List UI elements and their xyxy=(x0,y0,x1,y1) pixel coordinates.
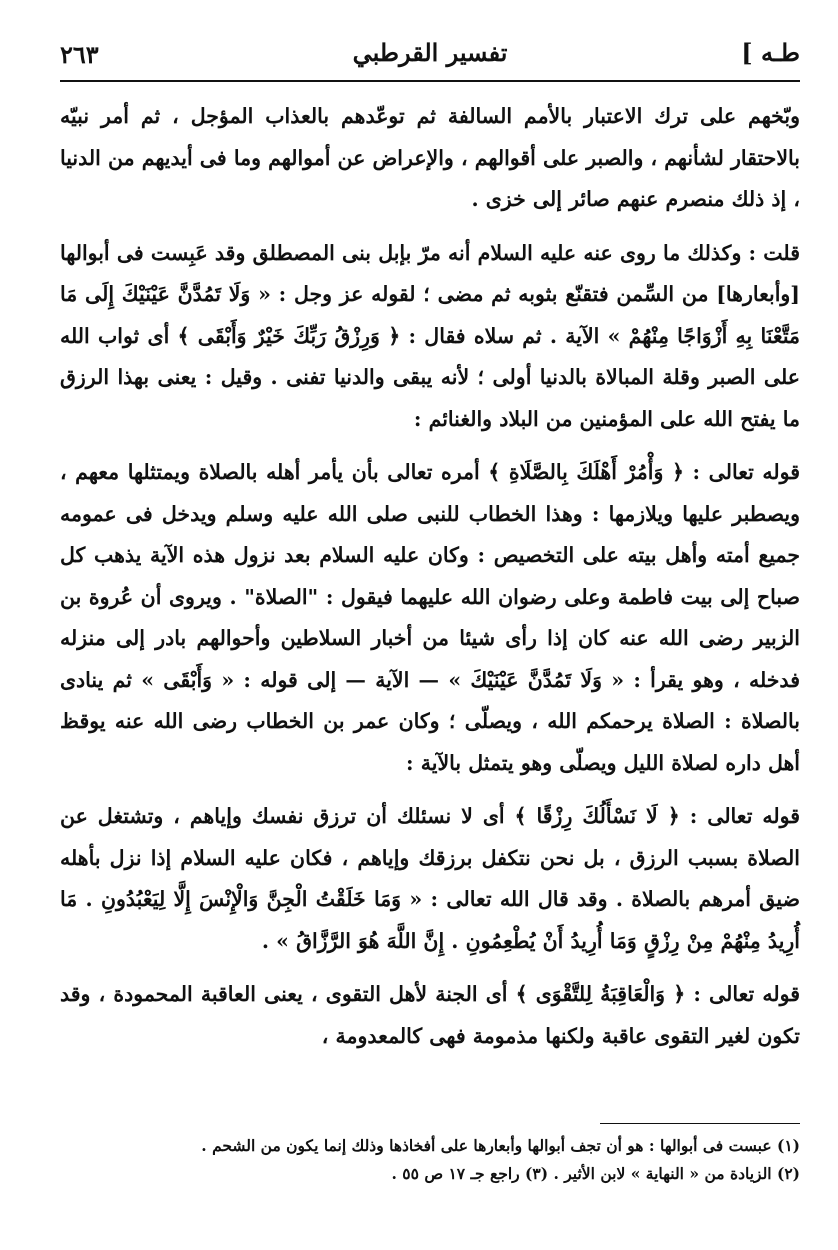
footnote: (١) عبست فى أبوالها : هو أن تجف أبوالها وأبعارها على أفخاذها وذلك إنما يكون من الشحم . xyxy=(201,1136,800,1155)
paragraph: قوله تعالى : ﴿ لَا نَسْأَلُكَ رِزْقًا ﴾ أى لا نسئلك أن ترزق نفسك وإياهم ، وتشتغل عن الصلاة بسبب الرزق ، بل نحن نتكفل برزقك وإياهم ، فكان عليه السلام إذا نزل بأهله ضيق أمرهم بالصلاة . وقد قال الله تعالى : « وَمَا خَلَقْتُ الْجِنَّ وَالْإِنْسَ إِلَّا لِيَعْبُدُونِ . مَا أُرِيدُ مِنْهُمْ مِنْ رِزْقٍ وَمَا أُرِيدُ أَنْ يُطْعِمُونِ . إِنَّ اللَّهَ هُوَ الرَّزَّاقُ » . xyxy=(60,804,800,953)
book-page xyxy=(60,28,800,1228)
running-title: تفسير القرطبي xyxy=(352,38,508,67)
paragraph: قوله تعالى : ﴿ وَأْمُرْ أَهْلَكَ بِالصَّلَاةِ ﴾ أمره تعالى بأن يأمر أهله بالصلاة ويمتثلها معهم ، ويصطبر عليها ويلازمها : وهذا الخطاب للنبى صلى الله عليه وسلم ويدخل فى عمومه جميع أمته وأهل بيته على التخصيص : وكان عليه السلام بعد نزول هذه الآية يذهب كل صباح إلى بيت فاطمة وعلى رضوان الله عليهما فيقول : "الصلاة" . ويروى أن عُروة بن الزبير رضى الله عنه كان إذا رأى شيئا من أخبار السلاطين وأحوالهم بادر إلى منزله فدخله ، وهو يقرأ : « وَلَا تَمُدَّنَّ عَيْنَيْكَ » — الآية — إلى قوله : « وَأَبْقَى » ثم ينادى بالصلاة : الصلاة يرحمكم الله ، ويصلّى ؛ وكان عمر بن الخطاب رضى الله عنه يوقظ أهل داره لصلاة الليل ويصلّى وهو يتمثل بالآية : xyxy=(60,460,800,775)
footnote-divider xyxy=(600,1123,800,1124)
page-header xyxy=(60,28,800,82)
page-number: ٢٦٣ xyxy=(60,40,99,69)
paragraph: قلت : وكذلك ما روى عنه عليه السلام أنه مرّ بإبل بنى المصطلق وقد عَبِست فى أبوالها [وأبعارها] من السِّمن فتقنّع بثوبه ثم مضى ؛ لقوله عز وجل : « وَلَا تَمُدَّنَّ عَيْنَيْكَ إِلَى مَا مَتَّعْنَا بِهِ أَزْوَاجًا مِنْهُمْ » الآية . ثم سلاه فقال : ﴿ وَرِزْقُ رَبِّكَ خَيْرٌ وَأَبْقَى ﴾ أى ثواب الله على الصبر وقلة المبالاة بالدنيا أولى ؛ لأنه يبقى والدنيا تفنى . وقيل : يعنى بهذا الرزق ما يفتح الله على المؤمنين من البلاد والغنائم : xyxy=(60,240,800,431)
paragraph: وبّخهم على ترك الاعتبار بالأمم السالفة ثم توعّدهم بالعذاب المؤجل ، ثم أمر نبيّه بالاحتقار لشأنهم ، والصبر على أقوالهم ، والإعراض عن أموالهم وما فى أيديهم من الدنيا ، إذ ذلك منصرم عنهم صائر إلى خزى . xyxy=(60,104,800,211)
footnote: (٢) الزيادة من « النهاية » لابن الأثير . (٣) راجع جـ ١٧ ص ٥٥ . xyxy=(391,1164,800,1183)
body-text xyxy=(60,96,800,1057)
paragraph: قوله تعالى : ﴿ وَالْعَاقِبَةُ لِلتَّقْوَى ﴾ أى الجنة لأهل التقوى ، يعنى العاقبة المحمودة ، وقد تكون لغير التقوى عاقبة ولكنها مذمومة فهى كالمعدومة ، xyxy=(60,982,800,1048)
surah-tag: طـه ] xyxy=(741,38,800,67)
footnotes xyxy=(60,1123,800,1188)
